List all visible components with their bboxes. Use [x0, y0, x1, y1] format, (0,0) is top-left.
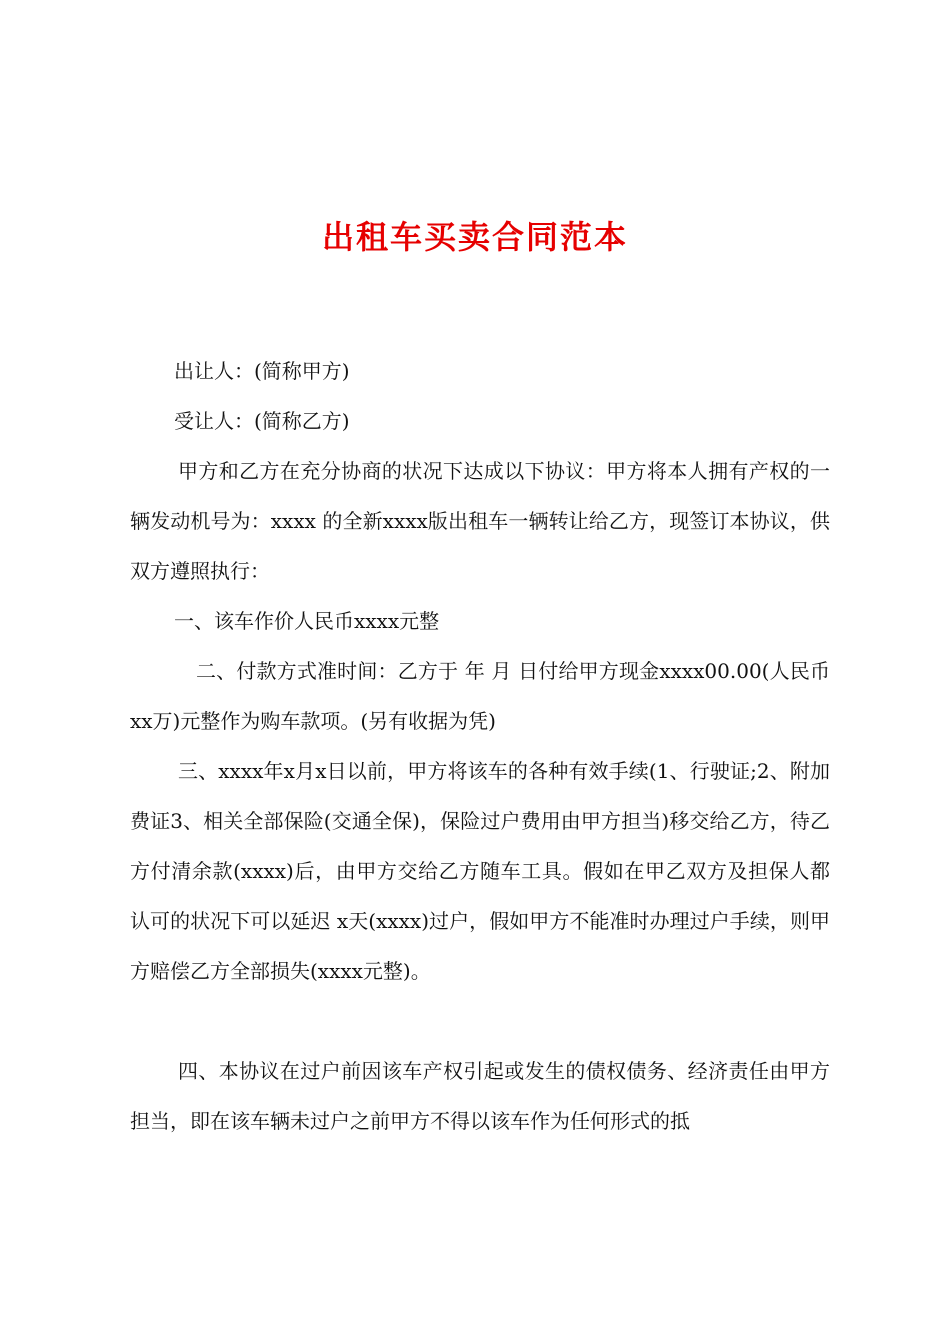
- clause-4-liability: 四、本协议在过户前因该车产权引起或发生的债权债务、经济责任由甲方担当，即在该车辆未过户之前甲方不得以该车作为任何形式的抵: [130, 1059, 830, 1133]
- document-title: 出租车买卖合同范本: [321, 218, 628, 256]
- clause-1-price: 一、该车作价人民币xxxx元整: [174, 609, 440, 633]
- document-body: [130, 346, 830, 1146]
- paragraph-transferor: 出让人：(简称甲方): [174, 359, 350, 383]
- paragraph-transferee: 受让人：(简称乙方): [174, 409, 350, 433]
- clause-2-payment: 二、付款方式准时间：乙方于 年 月 日付给甲方现金xxxx00.00(人民币xx万)元整作为购车款项。(另有收据为凭): [130, 659, 830, 733]
- paragraph-agreement-intro: 甲方和乙方在充分协商的状况下达成以下协议：甲方将本人拥有产权的一辆发动机号为：xxxx 的全新xxxx版出租车一辆转让给乙方，现签订本协议，供双方遵照执行：: [130, 459, 830, 583]
- paragraph-spacer: [130, 996, 830, 1046]
- clause-3-handover: 三、xxxx年x月x日以前，甲方将该车的各种有效手续(1、行驶证;2、附加费证3、相关全部保险(交通全保)，保险过户费用由甲方担当)移交给乙方，待乙方付清余款(xxxx)后，由甲方交给乙方随车工具。假如在甲乙双方及担保人都认可的状况下可以延迟 x天(xxxx)过户，假如甲方不能准时办理过户手续，则甲方赔偿乙方全部损失(xxxx元整)。: [130, 759, 830, 983]
